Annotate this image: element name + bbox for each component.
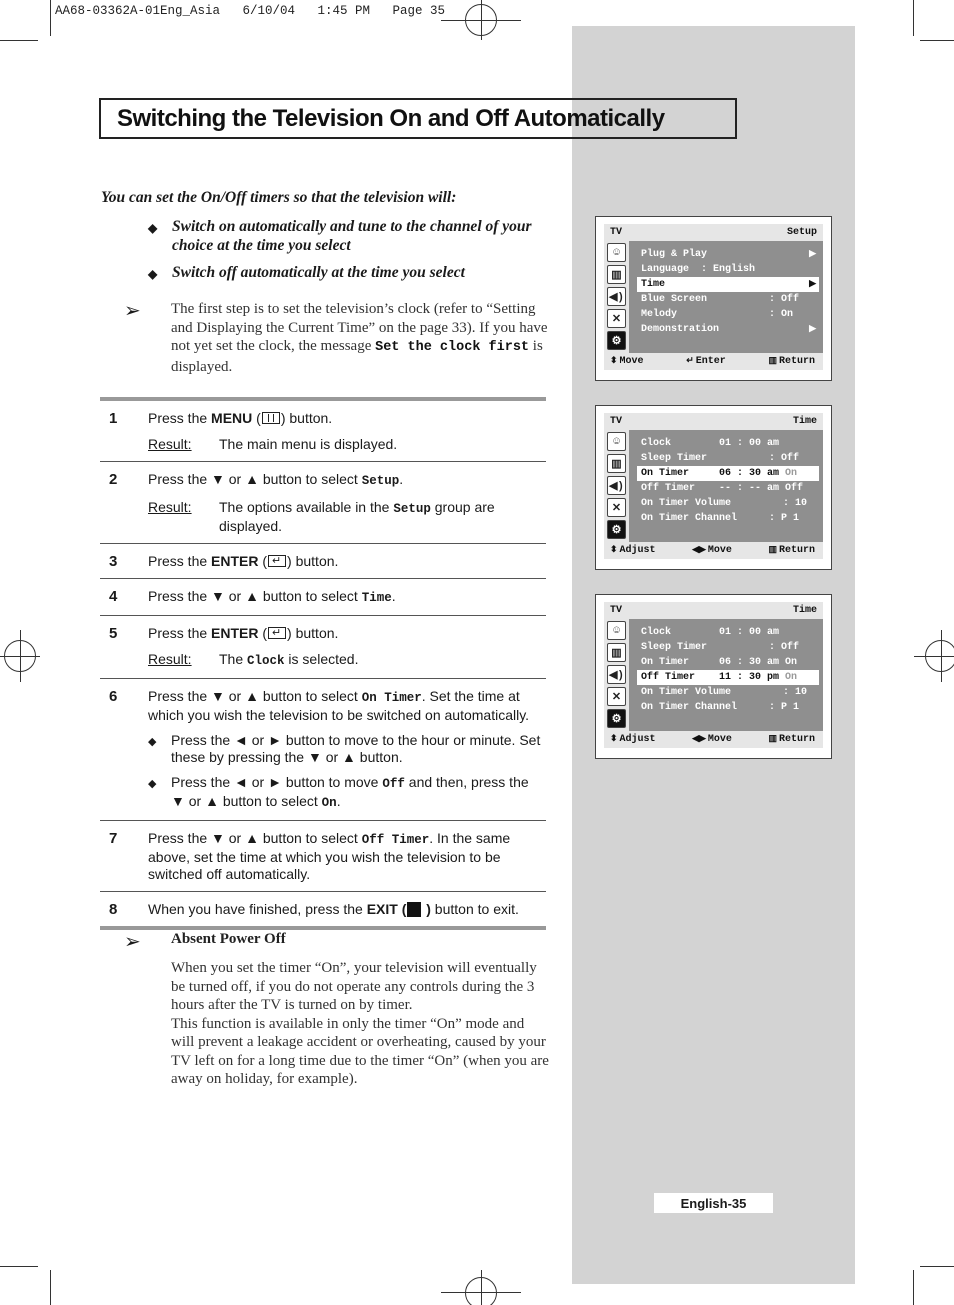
crop-mark [0,40,38,41]
steps-table [100,397,546,930]
menu-icon: ▥ [768,356,777,366]
leftright-icon: ◀▶ [692,545,706,555]
step-row: 3 Press the ENTER (↵ ) button. [100,544,546,579]
page-number: English-35 [654,1193,773,1213]
step-row: 4 Press the ▼ or ▲ button to select Time. [100,579,546,616]
crop-mark [481,0,482,40]
enter-icon: ↵ [686,356,694,366]
step-row: 5 Press the ENTER (↵ ) button. Result: The Clock is selected. [100,616,546,679]
bullet-item: ◆ Switch off automatically at the time you select [148,263,548,284]
menu-icon [262,412,280,424]
page-title: Switching the Television On and Off Automatically [117,104,665,132]
antenna-icon: ✕ [607,687,626,706]
diamond-icon: ◆ [148,221,158,235]
channel-icon: ▥ [607,643,626,662]
clock-note: ➢ The first step is to set the television’s clock (refer to “Setting and Displaying the Current Time” on the page 33). If you have not yet set the clock, the message Set the clock first is displayed. [124,300,548,375]
print-header: AA68-03362A-01Eng_Asia 6/10/04 1:45 PM Page 35 [55,4,446,18]
crop-mark [913,1270,914,1305]
picture-icon: ☺ [607,432,626,451]
osd-setup-menu: TV Setup ☺ ▥ ◀) ✕ ⚙ Plug & Play ▶ Language : English Time ▶ Blue Screen : Off Melody : On Demonstration ▶ ⬍ Move ↵ Enter ▥ Return [595,216,832,381]
setup-icon: ⚙ [607,331,626,350]
title-box [99,98,737,139]
sound-icon: ◀) [607,476,626,495]
osd-time-menu-on-timer: TV Time ☺ ▥ ◀) ✕ ⚙ Clock 01 : 00 am Sleep Timer : Off On Timer 06 : 30 am On Off Timer -- : -- am Off On Timer Volume : 10 On Timer Channel : P 1 ⬍ Adjust ◀▶ Move ▥ Return [595,405,832,570]
step-row: 7 Press the ▼ or ▲ button to select Off Timer. In the same above, set the time at which you wish the television to be switched off automatically. [100,821,546,892]
picture-icon: ☺ [607,243,626,262]
crop-mark [920,40,954,41]
bullet-item: ◆ Switch on automatically and tune to the channel of your choice at the time you select [148,218,532,254]
note-arrow-icon: ➢ [124,300,141,322]
setup-icon: ⚙ [607,709,626,728]
step-row: 2 Press the ▼ or ▲ button to select Setup. Result: The options available in the Setup group are displayed. [100,462,546,544]
crop-mark [914,656,954,657]
crop-mark [0,1266,38,1267]
antenna-icon: ✕ [607,309,626,328]
menu-icon: ▥ [768,545,777,555]
crop-mark [920,1266,954,1267]
updown-icon: ⬍ [610,356,618,366]
step-row: 8 When you have finished, press the EXIT ( ) button to exit. [109,901,519,918]
step-row: 1 Press the MENU ( ) button. Result: The main menu is displayed. [100,401,546,462]
leftright-icon: ◀▶ [692,734,706,744]
updown-icon: ⬍ [610,734,618,744]
absent-power-off-note: ➢ Absent Power Off When you set the timer “On”, your television will eventually be turned off, if you do not operate any controls during the 3 hours after the TV is turned on by timer. This function is available in only the timer “On” mode and will prevent a leakage accident or overheating, caused by your TV left on for a long time due to the timer “On” (when you are away on holiday, for example). [124,931,549,1087]
crop-mark [941,630,942,682]
arrow-right-icon: ▶ [809,249,816,259]
diamond-icon: ◆ [148,736,157,748]
updown-icon: ⬍ [610,545,618,555]
antenna-icon: ✕ [607,498,626,517]
osd-time-menu-off-timer: TV Time ☺ ▥ ◀) ✕ ⚙ Clock 01 : 00 am Sleep Timer : Off On Timer 06 : 30 am On Off Timer 11 : 30 pm On On Timer Volume : 10 On Timer Channel : P 1 ⬍ Adjust ◀▶ Move ▥ Return [595,594,832,759]
feature-bullets [148,217,548,292]
arrow-right-icon: ▶ [809,279,816,290]
exit-icon [407,902,421,917]
note-arrow-icon: ➢ [124,931,141,953]
sound-icon: ◀) [607,287,626,306]
crop-mark [20,630,21,682]
channel-icon: ▥ [607,454,626,473]
crop-mark [481,1270,482,1305]
intro-text: You can set the On/Off timers so that the television will: [101,189,457,206]
crop-mark [913,0,914,36]
absent-title: Absent Power Off [171,931,286,947]
crop-mark [50,0,51,36]
picture-icon: ☺ [607,621,626,640]
enter-icon [268,555,286,567]
diamond-icon: ◆ [148,778,157,790]
channel-icon: ▥ [607,265,626,284]
setup-icon: ⚙ [607,520,626,539]
sound-icon: ◀) [607,665,626,684]
enter-icon [268,627,286,639]
step-row: 6 Press the ▼ or ▲ button to select On Timer. Set the time at which you wish the television to be switched on automatically. ◆ Press the ◄ or ► button to move to the hour or minute. Set these by pressing the ▼ or ▲ button. ◆ Press the ◄ or ► button to move Off and then, press the ▼ or ▲ button to select On. [100,679,546,821]
arrow-right-icon: ▶ [809,324,816,335]
diamond-icon: ◆ [148,267,158,281]
crop-mark [50,1270,51,1305]
menu-icon: ▥ [768,734,777,744]
